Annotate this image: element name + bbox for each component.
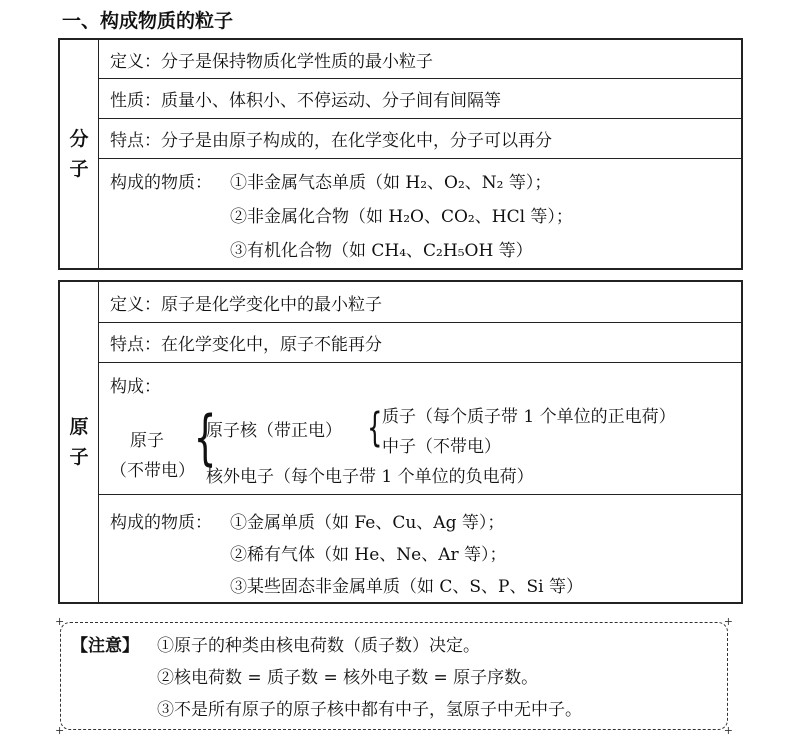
plus-icon: + xyxy=(723,724,733,737)
atom-feature: 特点：在化学变化中，原子不能再分 xyxy=(110,335,382,355)
side-char: 原 xyxy=(69,416,89,438)
molecule-property: 性质：质量小、体积小、不停运动、分子间有间隔等 xyxy=(110,91,501,111)
side-char: 分 xyxy=(69,128,89,150)
molecule-definition-row xyxy=(98,40,741,79)
atom-structure-row xyxy=(98,362,741,495)
side-char: 子 xyxy=(69,446,89,468)
plus-icon: + xyxy=(55,724,65,737)
molecule-table xyxy=(58,38,743,270)
atom-nucleus: 原子核（带正电） xyxy=(206,421,342,441)
molecule-composed-item: ①非金属气态单质（如 H₂、O₂、N₂ 等）； xyxy=(230,173,552,193)
atom-proton: 质子（每个质子带 1 个单位的正电荷） xyxy=(382,407,676,427)
atom-label: 原子 xyxy=(130,431,164,451)
atom-table xyxy=(58,280,743,604)
note-item: ②核电荷数 = 质子数 = 核外电子数 = 原子序数。 xyxy=(157,668,539,688)
plus-icon: + xyxy=(723,615,733,628)
atom-composed-item: ②稀有气体（如 He、Ne、Ar 等）； xyxy=(230,545,507,565)
atom-structure-label: 构成： xyxy=(110,377,161,397)
plus-icon: + xyxy=(55,615,65,628)
section-title: 一、构成物质的粒子 xyxy=(62,10,234,32)
atom-definition: 定义：原子是化学变化中的最小粒子 xyxy=(110,295,382,315)
molecule-feature: 特点：分子是由原子构成的，在化学变化中，分子可以再分 xyxy=(110,131,552,151)
atom-definition-row xyxy=(98,282,741,323)
molecule-side-label xyxy=(60,40,99,268)
atom-neutron: 中子（不带电） xyxy=(382,437,501,457)
note-box xyxy=(55,615,733,737)
molecule-feature-row xyxy=(98,118,741,159)
note-label: 【注意】 xyxy=(71,636,139,656)
molecule-composed-item: ③有机化合物（如 CH₄、C₂H₅OH 等） xyxy=(230,241,533,261)
atom-composed-item: ③某些固态非金属单质（如 C、S、P、Si 等） xyxy=(230,577,583,597)
atom-composed-row xyxy=(98,494,741,602)
side-char: 子 xyxy=(69,158,89,180)
molecule-property-row xyxy=(98,78,741,119)
molecule-definition: 定义：分子是保持物质化学性质的最小粒子 xyxy=(110,52,433,72)
brace-icon: { xyxy=(367,405,383,451)
atom-charge: （不带电） xyxy=(110,461,195,481)
atom-composed-item: ①金属单质（如 Fe、Cu、Ag 等）； xyxy=(230,513,505,533)
note-item: ①原子的种类由核电荷数（质子数）决定。 xyxy=(157,636,480,656)
brace-icon: { xyxy=(193,403,217,473)
atom-composed-prefix: 构成的物质： xyxy=(110,513,212,533)
molecule-composed-row xyxy=(98,158,741,268)
note-item: ③不是所有原子的原子核中都有中子，氢原子中无中子。 xyxy=(157,700,582,720)
atom-electron: 核外电子（每个电子带 1 个单位的负电荷） xyxy=(206,467,534,487)
atom-feature-row xyxy=(98,322,741,363)
atom-side-label xyxy=(60,282,99,602)
molecule-composed-prefix: 构成的物质： xyxy=(110,173,212,193)
molecule-composed-item: ②非金属化合物（如 H₂O、CO₂、HCl 等）； xyxy=(230,207,573,227)
